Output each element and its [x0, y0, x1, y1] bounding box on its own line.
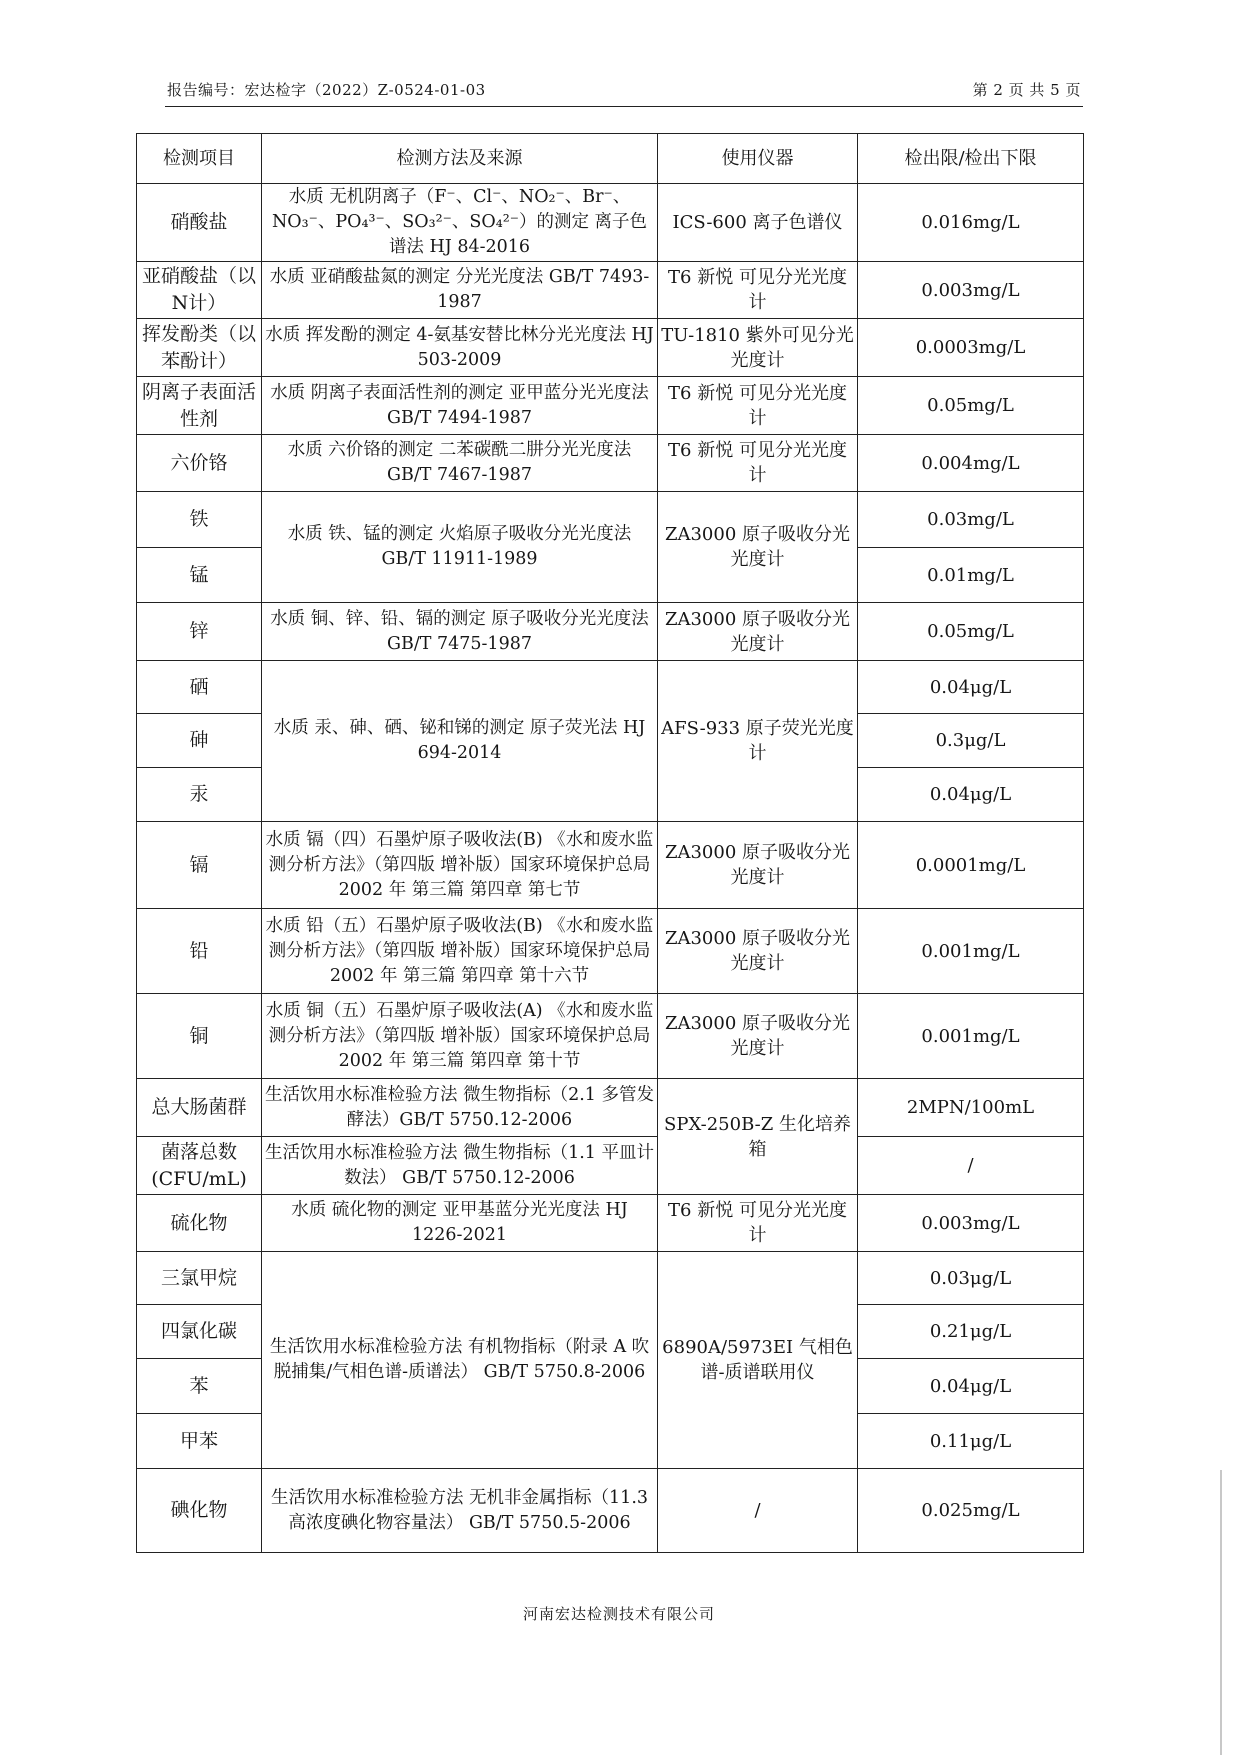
limit-cell: 0.05mg/L	[858, 377, 1084, 435]
table-row	[137, 1195, 1084, 1252]
table-row	[137, 909, 1084, 994]
item-cell: 锰	[137, 548, 262, 603]
method-cell: 水质 亚硝酸盐氮的测定 分光光度法 GB/T 7493-1987	[262, 262, 658, 319]
limit-cell: 0.04μg/L	[858, 768, 1084, 822]
limit-cell: 2MPN/100mL	[858, 1079, 1084, 1137]
limit-cell: 0.016mg/L	[858, 184, 1084, 262]
instrument-cell: ZA3000 原子吸收分光光度计	[658, 492, 858, 603]
instrument-cell: ZA3000 原子吸收分光光度计	[658, 822, 858, 909]
table-row	[137, 377, 1084, 435]
limit-cell: 0.001mg/L	[858, 909, 1084, 994]
limit-cell: 0.04μg/L	[858, 661, 1084, 714]
item-cell: 汞	[137, 768, 262, 822]
item-cell: 硒	[137, 661, 262, 714]
item-cell: 甲苯	[137, 1414, 262, 1469]
table-row	[137, 1469, 1084, 1553]
method-cell: 水质 镉（四）石墨炉原子吸收法(B) 《水和废水监测分析方法》（第四版 增补版）国家环境保护总局 2002 年 第三篇 第四章 第七节	[262, 822, 658, 909]
item-cell: 铁	[137, 492, 262, 548]
instrument-cell: 6890A/5973EI 气相色谱-质谱联用仪	[658, 1252, 858, 1469]
item-cell: 菌落总数(CFU/mL)	[137, 1137, 262, 1195]
table-row	[137, 492, 1084, 548]
table-row	[137, 1137, 1084, 1195]
table-header-row	[137, 134, 1084, 184]
instrument-cell: ZA3000 原子吸收分光光度计	[658, 603, 858, 661]
method-cell: 水质 铁、锰的测定 火焰原子吸收分光光度法 GB/T 11911-1989	[262, 492, 658, 603]
method-cell: 水质 阴离子表面活性剂的测定 亚甲蓝分光光度法 GB/T 7494-1987	[262, 377, 658, 435]
limit-cell: 0.03mg/L	[858, 492, 1084, 548]
limit-cell: 0.3μg/L	[858, 714, 1084, 768]
instrument-cell: ZA3000 原子吸收分光光度计	[658, 994, 858, 1079]
item-cell: 亚硝酸盐（以N计）	[137, 262, 262, 319]
item-cell: 六价铬	[137, 435, 262, 492]
test-methods-table	[136, 133, 1084, 1553]
table-row	[137, 1252, 1084, 1305]
limit-cell: 0.04μg/L	[858, 1359, 1084, 1414]
limit-cell: /	[858, 1137, 1084, 1195]
instrument-cell: ZA3000 原子吸收分光光度计	[658, 909, 858, 994]
instrument-cell: /	[658, 1469, 858, 1553]
instrument-cell: T6 新悦 可见分光光度计	[658, 1195, 858, 1252]
limit-cell: 0.11μg/L	[858, 1414, 1084, 1469]
item-cell: 阴离子表面活性剂	[137, 377, 262, 435]
item-cell: 碘化物	[137, 1469, 262, 1553]
item-cell: 硫化物	[137, 1195, 262, 1252]
header-method: 检测方法及来源	[262, 134, 658, 184]
method-cell: 水质 铜（五）石墨炉原子吸收法(A) 《水和废水监测分析方法》（第四版 增补版）国家环境保护总局 2002 年 第三篇 第四章 第十节	[262, 994, 658, 1079]
table-row	[137, 435, 1084, 492]
item-cell: 总大肠菌群	[137, 1079, 262, 1137]
table-row	[137, 603, 1084, 661]
method-cell: 生活饮用水标准检验方法 微生物指标（2.1 多管发酵法）GB/T 5750.12-2006	[262, 1079, 658, 1137]
instrument-cell: ICS-600 离子色谱仪	[658, 184, 858, 262]
page-number: 第 2 页 共 5 页	[972, 81, 1081, 99]
limit-cell: 0.0003mg/L	[858, 319, 1084, 377]
item-cell: 硝酸盐	[137, 184, 262, 262]
header-limit: 检出限/检出下限	[858, 134, 1084, 184]
limit-cell: 0.003mg/L	[858, 1195, 1084, 1252]
instrument-cell: AFS-933 原子荧光光度计	[658, 661, 858, 822]
limit-cell: 0.03μg/L	[858, 1252, 1084, 1305]
limit-cell: 0.05mg/L	[858, 603, 1084, 661]
method-cell: 水质 挥发酚的测定 4-氨基安替比林分光光度法 HJ 503-2009	[262, 319, 658, 377]
instrument-cell: T6 新悦 可见分光光度计	[658, 377, 858, 435]
method-cell: 水质 无机阴离子（F⁻、Cl⁻、NO₂⁻、Br⁻、NO₃⁻、PO₄³⁻、SO₃²⁻、SO₄²⁻）的测定 离子色谱法 HJ 84-2016	[262, 184, 658, 262]
method-cell: 水质 六价铬的测定 二苯碳酰二肼分光光度法 GB/T 7467-1987	[262, 435, 658, 492]
method-cell: 水质 铜、锌、铅、镉的测定 原子吸收分光光度法 GB/T 7475-1987	[262, 603, 658, 661]
method-cell: 生活饮用水标准检验方法 有机物指标（附录 A 吹脱捕集/气相色谱-质谱法） GB/T 5750.8-2006	[262, 1252, 658, 1469]
instrument-cell: TU-1810 紫外可见分光光度计	[658, 319, 858, 377]
report-number: 报告编号：宏达检字（2022）Z-0524-01-03	[167, 81, 486, 99]
method-cell: 水质 硫化物的测定 亚甲基蓝分光光度法 HJ 1226-2021	[262, 1195, 658, 1252]
item-cell: 锌	[137, 603, 262, 661]
limit-cell: 0.001mg/L	[858, 994, 1084, 1079]
company-footer: 河南宏达检测技术有限公司	[522, 1605, 715, 1623]
method-cell: 水质 汞、砷、硒、铋和锑的测定 原子荧光法 HJ 694-2014	[262, 661, 658, 822]
method-cell: 水质 铅（五）石墨炉原子吸收法(B) 《水和废水监测分析方法》（第四版 增补版）国家环境保护总局 2002 年 第三篇 第四章 第十六节	[262, 909, 658, 994]
table-row	[137, 1079, 1084, 1137]
item-cell: 苯	[137, 1359, 262, 1414]
table-row	[137, 661, 1084, 714]
page-header	[165, 72, 1083, 107]
instrument-cell: T6 新悦 可见分光光度计	[658, 435, 858, 492]
method-cell: 生活饮用水标准检验方法 微生物指标（1.1 平皿计数法） GB/T 5750.12-2006	[262, 1137, 658, 1195]
table-row	[137, 822, 1084, 909]
scan-edge-line	[1220, 1470, 1222, 1755]
table-row	[137, 262, 1084, 319]
header-item: 检测项目	[137, 134, 262, 184]
method-cell: 生活饮用水标准检验方法 无机非金属指标（11.3 高浓度碘化物容量法） GB/T 5750.5-2006	[262, 1469, 658, 1553]
instrument-cell: T6 新悦 可见分光光度计	[658, 262, 858, 319]
item-cell: 铅	[137, 909, 262, 994]
header-instrument: 使用仪器	[658, 134, 858, 184]
limit-cell: 0.003mg/L	[858, 262, 1084, 319]
instrument-cell: SPX-250B-Z 生化培养箱	[658, 1079, 858, 1195]
item-cell: 镉	[137, 822, 262, 909]
item-cell: 四氯化碳	[137, 1305, 262, 1359]
item-cell: 铜	[137, 994, 262, 1079]
item-cell: 三氯甲烷	[137, 1252, 262, 1305]
limit-cell: 0.004mg/L	[858, 435, 1084, 492]
table-row	[137, 319, 1084, 377]
item-cell: 砷	[137, 714, 262, 768]
limit-cell: 0.01mg/L	[858, 548, 1084, 603]
limit-cell: 0.0001mg/L	[858, 822, 1084, 909]
table-row	[137, 184, 1084, 262]
table-row	[137, 994, 1084, 1079]
limit-cell: 0.21μg/L	[858, 1305, 1084, 1359]
item-cell: 挥发酚类（以苯酚计）	[137, 319, 262, 377]
limit-cell: 0.025mg/L	[858, 1469, 1084, 1553]
